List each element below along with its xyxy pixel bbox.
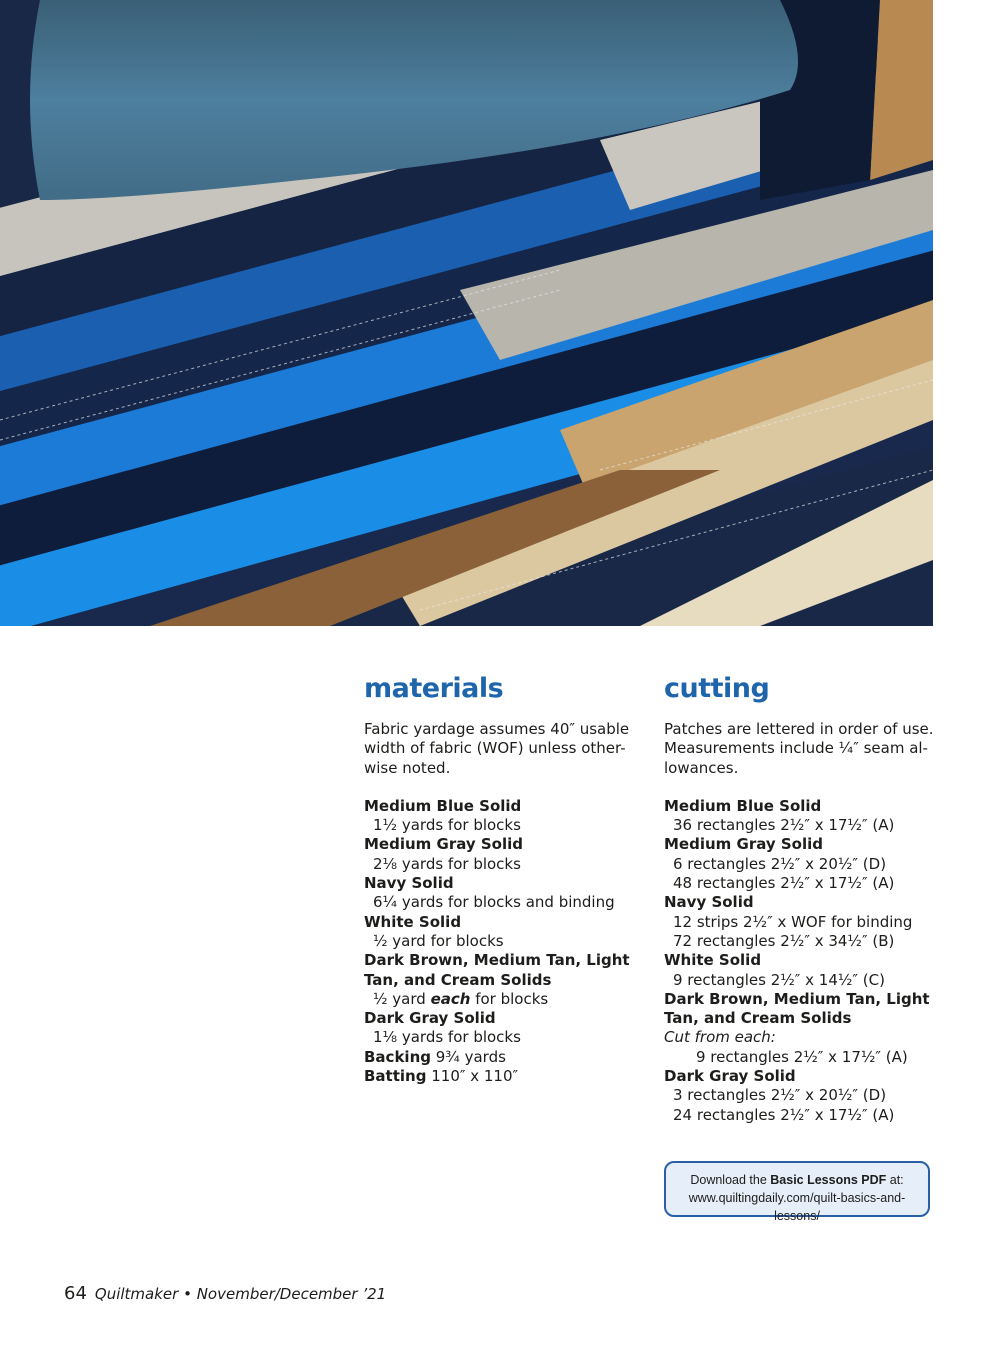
cutting-intro-line: Measurements include ¼″ seam al- xyxy=(664,739,928,758)
quilt-photo-drawing xyxy=(0,0,933,626)
yardage-text: for blocks xyxy=(470,989,549,1008)
callout-text: Download the xyxy=(690,1173,771,1187)
cutting-list xyxy=(664,797,939,1125)
fabric-yardage: 110″ x 110″ xyxy=(426,1067,519,1086)
page-number: 64 xyxy=(64,1283,87,1304)
fabric-yardage: 6¼ yards for blocks and binding xyxy=(373,893,615,912)
callout-bold: Basic Lessons PDF xyxy=(770,1173,887,1187)
fabric-name: Backing xyxy=(364,1047,431,1066)
materials-list xyxy=(364,797,639,1086)
cut-note: Cut from each: xyxy=(664,1028,776,1047)
cutting-column xyxy=(664,672,939,1125)
magazine-title: Quiltmaker xyxy=(94,1285,179,1303)
batting-line xyxy=(364,1067,639,1086)
yardage-text: ½ yard xyxy=(373,989,431,1008)
materials-intro-line: Fabric yardage assumes 40″ usable xyxy=(364,720,630,738)
callout-url-link[interactable]: www.quiltingdaily.com/quilt-basics-and-lessons/ xyxy=(688,1191,906,1223)
quilt-photo xyxy=(0,0,933,626)
cut-line: 3 rectangles 2½″ x 20½″ (D) xyxy=(673,1086,887,1105)
fabric-name: White Solid xyxy=(364,912,462,931)
cut-line: 72 rectangles 2½″ x 34½″ (B) xyxy=(673,931,895,950)
materials-intro xyxy=(364,720,639,778)
fabric-name: Dark Gray Solid xyxy=(664,1067,796,1086)
fabric-name: Batting xyxy=(364,1067,427,1086)
fabric-name: Dark Gray Solid xyxy=(364,1009,496,1028)
fabric-name: Navy Solid xyxy=(664,893,754,912)
callout-line xyxy=(666,1171,928,1189)
magazine-name xyxy=(95,1285,386,1303)
fabric-name: Medium Gray Solid xyxy=(664,835,824,854)
page-footer xyxy=(64,1283,386,1304)
materials-intro-line: width of fabric (WOF) unless other- xyxy=(364,739,626,758)
cut-line: 6 rectangles 2½″ x 20½″ (D) xyxy=(673,854,887,873)
cutting-heading: cutting xyxy=(664,673,770,704)
cutting-intro-line: Patches are lettered in order of use. xyxy=(664,720,934,738)
fabric-name: White Solid xyxy=(664,951,762,970)
fabric-name: Tan, and Cream Solids xyxy=(664,1009,852,1028)
callout-text: at: xyxy=(886,1173,904,1187)
fabric-name: Tan, and Cream Solids xyxy=(364,970,552,989)
materials-intro-line: wise noted. xyxy=(364,758,451,777)
fabric-name: Navy Solid xyxy=(364,874,454,893)
fabric-yardage: 1⅛ yards for blocks xyxy=(373,1028,521,1047)
cut-line: 24 rectangles 2½″ x 17½″ (A) xyxy=(673,1105,895,1124)
materials-column xyxy=(364,672,639,1086)
fabric-name: Dark Brown, Medium Tan, Light xyxy=(364,951,630,970)
fabric-yardage: ½ yard for blocks xyxy=(373,931,504,950)
cut-line: 48 rectangles 2½″ x 17½″ (A) xyxy=(673,874,895,893)
yardage-emphasis: each xyxy=(430,989,471,1008)
basic-lessons-callout xyxy=(664,1161,930,1223)
fabric-yardage: 1½ yards for blocks xyxy=(373,816,521,835)
issue-date: • November/December ’21 xyxy=(178,1285,387,1303)
fabric-name: Dark Brown, Medium Tan, Light xyxy=(664,989,930,1008)
cut-line: 12 strips 2½″ x WOF for binding xyxy=(673,912,913,931)
fabric-yardage xyxy=(364,990,639,1009)
fabric-name: Medium Gray Solid xyxy=(364,835,524,854)
backing-line xyxy=(364,1048,639,1067)
fabric-name: Medium Blue Solid xyxy=(664,796,822,815)
cutting-intro-line: lowances. xyxy=(664,758,739,777)
cut-line: 36 rectangles 2½″ x 17½″ (A) xyxy=(673,816,895,835)
cut-line: 9 rectangles 2½″ x 17½″ (A) xyxy=(696,1047,908,1066)
fabric-yardage: 9¾ yards xyxy=(430,1047,506,1066)
fabric-name: Medium Blue Solid xyxy=(364,796,522,815)
cut-line: 9 rectangles 2½″ x 14½″ (C) xyxy=(673,970,885,989)
cutting-intro xyxy=(664,720,939,778)
fabric-yardage: 2⅛ yards for blocks xyxy=(373,854,521,873)
materials-heading: materials xyxy=(364,673,504,704)
